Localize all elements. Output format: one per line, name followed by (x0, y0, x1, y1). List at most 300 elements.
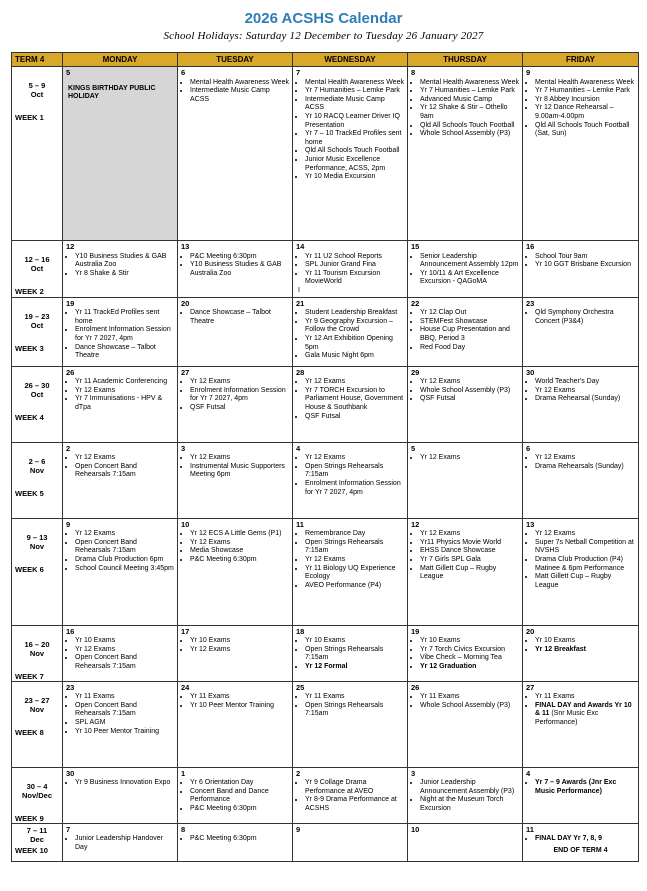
event-item (305, 413, 404, 422)
event-text: Yr 11 Exams (305, 693, 345, 701)
day-cell-tuesday[interactable] (178, 67, 293, 241)
week-label-cell (12, 297, 63, 366)
day-cell-friday[interactable] (523, 297, 639, 366)
day-cell-thursday[interactable] (408, 297, 523, 366)
event-list (411, 637, 519, 671)
event-item (75, 565, 174, 574)
event-list (181, 779, 289, 813)
event-item (305, 582, 404, 591)
week-row (12, 241, 639, 298)
event-item (305, 270, 404, 287)
event-text: House Cup Presentation and BBQ, Period 3 (420, 326, 510, 342)
event-item (535, 702, 635, 728)
week-number: WEEK 2 (15, 287, 44, 296)
event-item (75, 637, 174, 646)
week-month: Oct (30, 320, 44, 330)
week-month: Oct (30, 264, 44, 273)
event-item (420, 318, 519, 327)
day-number: 23 (66, 682, 75, 692)
event-text: Yr 10 Peer Mentor Training (75, 727, 160, 735)
column-header-tuesday: TUESDAY (178, 53, 293, 67)
day-number: 28 (296, 367, 305, 377)
event-text: Whole School Assembly (P3) (420, 130, 511, 138)
event-item (535, 693, 635, 702)
event-item (75, 454, 174, 463)
day-cell-friday[interactable] (523, 767, 639, 823)
week-row (12, 767, 639, 823)
event-item (535, 378, 635, 387)
day-number: 15 (411, 242, 420, 251)
day-number: 10 (411, 824, 420, 834)
week-row (12, 297, 639, 366)
week-label-cell (12, 67, 63, 241)
event-item (305, 96, 404, 113)
day-cell-monday[interactable] (63, 241, 178, 298)
event-text: P&C Meeting 6:30pm (190, 804, 257, 812)
event-text: Red Food Day (420, 343, 466, 351)
event-item (535, 261, 635, 270)
week-dates: 12 – 16 (24, 255, 50, 264)
event-list (66, 378, 174, 412)
day-cell-wednesday[interactable] (293, 67, 408, 241)
day-cell-thursday[interactable] (408, 625, 523, 681)
day-cell-monday[interactable] (63, 518, 178, 625)
event-text: Yr 10 Exams (75, 637, 116, 645)
event-item (190, 530, 289, 539)
day-cell-monday[interactable] (63, 767, 178, 823)
event-text: Yr 7 Torch Civics Excursion (420, 645, 506, 653)
event-text: Yr 12 Exams (420, 378, 461, 386)
event-list (66, 309, 174, 361)
day-cell-wednesday[interactable] (293, 625, 408, 681)
event-item (190, 637, 289, 646)
event-text: Drama Club Production 6pm (75, 555, 164, 563)
day-cell-monday[interactable] (63, 442, 178, 518)
event-text: P&C Meeting 6:30pm (190, 555, 257, 563)
event-item (420, 378, 519, 387)
day-cell-thursday[interactable] (408, 67, 523, 241)
day-cell-friday[interactable] (523, 681, 639, 767)
day-number: 29 (411, 367, 420, 377)
event-text: Qld All Schools Touch Football (305, 147, 400, 155)
day-number: 7 (66, 824, 71, 834)
day-cell-monday[interactable] (63, 297, 178, 366)
day-cell-wednesday[interactable] (293, 442, 408, 518)
day-cell-tuesday[interactable] (178, 366, 293, 442)
event-item (420, 122, 519, 131)
day-cell-thursday[interactable] (408, 518, 523, 625)
event-text: Yr 7 Immunisations - HPV & dTpa (75, 395, 163, 411)
event-item (305, 693, 404, 702)
day-cell-thursday[interactable] (408, 366, 523, 442)
event-text: Y10 Business Studies & GAB Australia Zoo (75, 252, 167, 269)
week-label-cell (12, 625, 63, 681)
day-number: 5 (411, 443, 416, 453)
event-item (305, 156, 404, 173)
header-row (12, 53, 639, 67)
event-text: Yr 12 Exams (535, 530, 576, 538)
event-text: Yr 9 Geography Excursion – Follow the Crowd (305, 317, 393, 334)
event-text: Junior Music Excellence Performance, ACSS, 2pm (305, 155, 386, 172)
event-item (420, 796, 519, 813)
event-text: Yr 12 Exams (535, 454, 576, 462)
event-item (420, 646, 519, 655)
event-text: Yr 11 Exams (75, 693, 115, 701)
day-number: 14 (296, 242, 305, 251)
event-item (190, 309, 289, 326)
event-item (75, 835, 174, 852)
event-item (190, 556, 289, 565)
day-cell-tuesday[interactable] (178, 297, 293, 366)
event-list (296, 79, 404, 182)
event-item (535, 87, 635, 96)
day-number: 30 (526, 367, 535, 377)
day-cell-thursday[interactable] (408, 442, 523, 518)
event-list (181, 637, 289, 654)
event-text: Open Strings Rehearsals 7:15am (305, 645, 384, 662)
day-number: 20 (181, 298, 190, 308)
day-cell-friday[interactable] (523, 442, 639, 518)
event-item (75, 530, 174, 539)
week-dates: 16 – 20 (24, 639, 50, 649)
event-item (535, 454, 635, 463)
day-cell-tuesday[interactable] (178, 442, 293, 518)
day-cell-tuesday[interactable] (178, 241, 293, 298)
week-dates: 23 – 27 (24, 695, 50, 705)
event-item (535, 104, 635, 121)
day-cell-thursday[interactable] (408, 241, 523, 298)
event-text: Yr 12 Exams (75, 454, 116, 462)
event-text: Mental Health Awareness Week (305, 78, 404, 86)
event-item (75, 309, 174, 326)
day-cell-wednesday[interactable] (293, 767, 408, 823)
event-item (305, 173, 404, 182)
event-text: Yr 10 Peer Mentor Training (190, 701, 275, 709)
event-item (305, 539, 404, 556)
day-cell-tuesday[interactable] (178, 823, 293, 861)
event-item (305, 779, 404, 796)
column-header-term: TERM 4 (12, 53, 63, 67)
week-number: WEEK 9 (15, 813, 44, 823)
event-item (305, 318, 404, 335)
day-cell-wednesday[interactable] (293, 823, 408, 861)
event-text: FINAL DAY and Awards Yr 10 & 11 (535, 701, 632, 718)
event-text: STEMFest Showcase (420, 317, 488, 325)
event-text: School Council Meeting 3:45pm (75, 564, 174, 572)
event-item (535, 637, 635, 646)
event-item (305, 87, 404, 96)
event-text: Yr 9 Business Innovation Expo (75, 779, 171, 787)
event-text: Yr 7 Humanities – Lemke Park (305, 87, 400, 95)
day-cell-monday[interactable] (63, 681, 178, 767)
week-row (12, 823, 639, 861)
event-text: Yr 12 Art Exhibition Opening 5pm (305, 334, 393, 351)
day-cell-tuesday[interactable] (178, 767, 293, 823)
event-item (535, 122, 635, 139)
day-cell-wednesday[interactable] (293, 518, 408, 625)
event-text: SPL AGM (75, 718, 106, 726)
event-list (181, 309, 289, 326)
day-number: 12 (66, 242, 75, 251)
event-text: P&C Meeting 6:30pm (190, 252, 257, 260)
day-number: 16 (526, 242, 535, 251)
event-text: Yr 9 Collage Drama Performance at AVEO (305, 779, 374, 795)
event-item (420, 104, 519, 121)
day-cell-friday[interactable] (523, 625, 639, 681)
event-list (411, 253, 519, 287)
event-list (526, 309, 635, 326)
week-number: WEEK 5 (15, 488, 44, 498)
event-text: Super 7s Netball Competition at NVSHS (535, 538, 634, 555)
day-cell-friday[interactable] (523, 67, 639, 241)
event-text: Yr 12 Exams (75, 386, 116, 394)
event-text: Enrolment Information Session for Yr 7 2027, 4pm (75, 326, 171, 342)
event-list (66, 779, 174, 788)
event-text: QSF Futsal (305, 412, 341, 420)
event-text-suffix: (Snr Music Exc Performance) (535, 710, 599, 726)
day-cell-tuesday[interactable] (178, 681, 293, 767)
event-text: Intermediate Music Camp ACSS (190, 87, 270, 103)
week-label-cell (12, 241, 63, 298)
day-number: 10 (181, 519, 190, 529)
event-text: Yr 12 Exams (420, 454, 461, 462)
event-item (535, 387, 635, 396)
day-cell-wednesday[interactable] (293, 241, 408, 298)
event-text: Qld All Schools Touch Football (Sat, Sun) (535, 121, 630, 138)
day-number: 8 (181, 824, 186, 834)
event-item (305, 79, 404, 88)
event-text: Yr 12 Formal (305, 662, 348, 670)
event-item (420, 702, 519, 711)
event-text: Concert Band and Dance Performance (190, 787, 269, 804)
event-item (535, 646, 635, 655)
event-item (75, 779, 174, 788)
event-list (411, 454, 519, 463)
week-row (12, 67, 639, 241)
day-number: 18 (296, 626, 305, 636)
event-list (526, 637, 635, 654)
event-text: Mental Health Awareness Week (190, 78, 289, 86)
event-list (411, 309, 519, 352)
day-cell-tuesday[interactable] (178, 518, 293, 625)
event-text: Yr 10 RACQ Learner Driver IQ Presentation (305, 112, 400, 129)
day-cell-friday[interactable] (523, 518, 639, 625)
day-number: 9 (526, 68, 531, 77)
event-text: Whole School Assembly (P3) (420, 386, 511, 394)
day-cell-wednesday[interactable] (293, 366, 408, 442)
event-text: Yr 12 ECS A Little Gems (P1) (190, 530, 282, 538)
day-cell-friday[interactable] (523, 366, 639, 442)
event-item (190, 87, 289, 104)
event-list (181, 378, 289, 412)
week-dates: 9 – 13 (26, 532, 48, 542)
event-text: Yr 12 Exams (535, 386, 576, 394)
day-cell-monday[interactable] (63, 67, 178, 241)
event-item (190, 805, 289, 814)
event-item (420, 693, 519, 702)
event-list (411, 79, 519, 139)
event-item (420, 654, 519, 663)
event-text: Yr11 Physics Movie World (420, 538, 502, 546)
day-cell-thursday[interactable] (408, 823, 523, 861)
event-item (420, 637, 519, 646)
event-text: Matt Gillett Cup – Rugby League (420, 564, 497, 581)
event-text: Yr 12 Exams (305, 454, 346, 462)
event-list (66, 693, 174, 736)
day-number: 2 (296, 768, 301, 778)
event-text: Junior Leadership Handover Day (75, 835, 163, 851)
day-cell-monday[interactable] (63, 625, 178, 681)
day-cell-thursday[interactable] (408, 767, 523, 823)
event-text: Dance Showcase – Talbot Theatre (75, 343, 156, 360)
event-text: Yr 6 Orientation Day (190, 779, 254, 787)
event-item (420, 130, 519, 139)
day-number: 26 (411, 682, 420, 692)
event-item (75, 387, 174, 396)
event-item (420, 395, 519, 404)
event-list (296, 309, 404, 361)
event-text: Drama Rehearsal (Sunday) (535, 395, 621, 403)
day-cell-monday[interactable] (63, 366, 178, 442)
week-dates: 7 – 11 (26, 825, 48, 835)
event-item (305, 253, 404, 262)
day-cell-wednesday[interactable] (293, 681, 408, 767)
event-item (535, 96, 635, 105)
week-month: Nov (29, 648, 45, 658)
event-list (66, 637, 174, 671)
event-text: Yr 12 Dance Rehearsal – 9.00am-4.00pm (535, 104, 614, 120)
event-text: AVEO Performance (P4) (305, 581, 382, 589)
event-item (305, 480, 404, 497)
event-text: Yr 12 Exams (190, 378, 231, 386)
event-list (296, 530, 404, 590)
event-text: World Teacher's Day (535, 378, 600, 386)
week-month: Nov (29, 704, 45, 714)
week-month: Nov/Dec (21, 790, 52, 800)
event-item (75, 270, 174, 279)
week-label-cell (12, 518, 63, 625)
week-month: Nov (29, 541, 45, 551)
stray-mark: I (298, 286, 300, 294)
event-list (411, 779, 519, 813)
event-list (526, 253, 635, 270)
page-title: 2026 ACSHS Calendar (244, 10, 403, 27)
event-item (75, 702, 174, 719)
day-number: 21 (296, 298, 305, 308)
event-text: Drama Rehearsals (Sunday) (535, 462, 624, 470)
event-item (420, 270, 519, 287)
day-number: 3 (181, 443, 186, 453)
day-cell-thursday[interactable] (408, 681, 523, 767)
event-item (420, 454, 519, 463)
event-text: Yr 12 Exams (420, 530, 461, 538)
week-dates: 30 – 4 (26, 781, 48, 791)
week-number: WEEK 4 (15, 412, 44, 422)
week-dates: 5 – 9 (28, 81, 46, 90)
day-number: 17 (181, 626, 190, 636)
event-item (190, 547, 289, 556)
event-list (526, 79, 635, 139)
event-list (66, 835, 174, 852)
event-list (526, 378, 635, 404)
event-item (190, 404, 289, 413)
event-list (181, 253, 289, 279)
day-number: 3 (411, 768, 416, 778)
event-text: Mental Health Awareness Week (535, 78, 634, 86)
week-label-cell (12, 442, 63, 518)
event-text: Qld Symphony Orchestra Concert (P3&4) (535, 309, 614, 325)
week-row (12, 625, 639, 681)
event-text: Yr 11 Exams (420, 693, 460, 701)
event-item (420, 565, 519, 582)
event-item (305, 261, 404, 270)
event-item (305, 530, 404, 539)
event-text: School Tour 9am (535, 252, 588, 260)
end-of-term-label: END OF TERM 4 (553, 846, 608, 854)
week-label-cell (12, 823, 63, 861)
event-item (305, 130, 404, 147)
event-item (190, 253, 289, 262)
event-list (526, 454, 635, 471)
event-item (75, 253, 174, 270)
day-number: 13 (526, 519, 535, 529)
day-cell-wednesday[interactable] (293, 297, 408, 366)
event-item (305, 556, 404, 565)
event-item (535, 253, 635, 262)
event-item (305, 646, 404, 663)
event-item (420, 779, 519, 796)
event-list (526, 530, 635, 590)
day-cell-tuesday[interactable] (178, 625, 293, 681)
column-header-wednesday: WEDNESDAY (293, 53, 408, 67)
event-text: Yr 8 Shake & Stir (75, 269, 129, 277)
event-item (420, 387, 519, 396)
event-item (420, 547, 519, 556)
event-item (75, 693, 174, 702)
day-cell-monday[interactable] (63, 823, 178, 861)
event-text: Vibe Check – Morning Tea (420, 654, 502, 662)
event-list (66, 530, 174, 573)
event-text: EHSS Dance Showcase (420, 547, 496, 555)
event-text: Yr 10 Exams (535, 637, 576, 645)
week-number: WEEK 6 (15, 564, 44, 574)
day-cell-friday[interactable] (523, 823, 639, 861)
event-text: QSF Futsal (190, 403, 226, 411)
event-text: P&C Meeting 6:30pm (190, 835, 257, 843)
event-text: Yr 8-9 Drama Performance at ACSHS (305, 796, 397, 812)
event-text: Drama Club Production (P4) Matinee & 6pm Performance (535, 555, 625, 572)
event-item (190, 454, 289, 463)
event-item (420, 253, 519, 270)
day-number: 7 (296, 68, 301, 77)
event-list (181, 530, 289, 564)
event-list (526, 835, 635, 844)
event-item (305, 637, 404, 646)
day-number: 30 (66, 768, 75, 778)
page-subtitle: School Holidays: Saturday 12 December to Tuesday 26 January 2027 (163, 30, 484, 42)
event-item (305, 378, 404, 387)
event-list (296, 378, 404, 421)
event-item (190, 463, 289, 480)
day-cell-friday[interactable] (523, 241, 639, 298)
event-item (305, 335, 404, 352)
day-number: 23 (526, 298, 535, 308)
event-text: Advanced Music Camp (420, 95, 492, 103)
week-label-cell (12, 681, 63, 767)
event-item (75, 463, 174, 480)
event-text: Yr 10 Exams (190, 637, 231, 645)
event-text: Yr 10 GGT Brisbane Excursion (535, 261, 631, 269)
